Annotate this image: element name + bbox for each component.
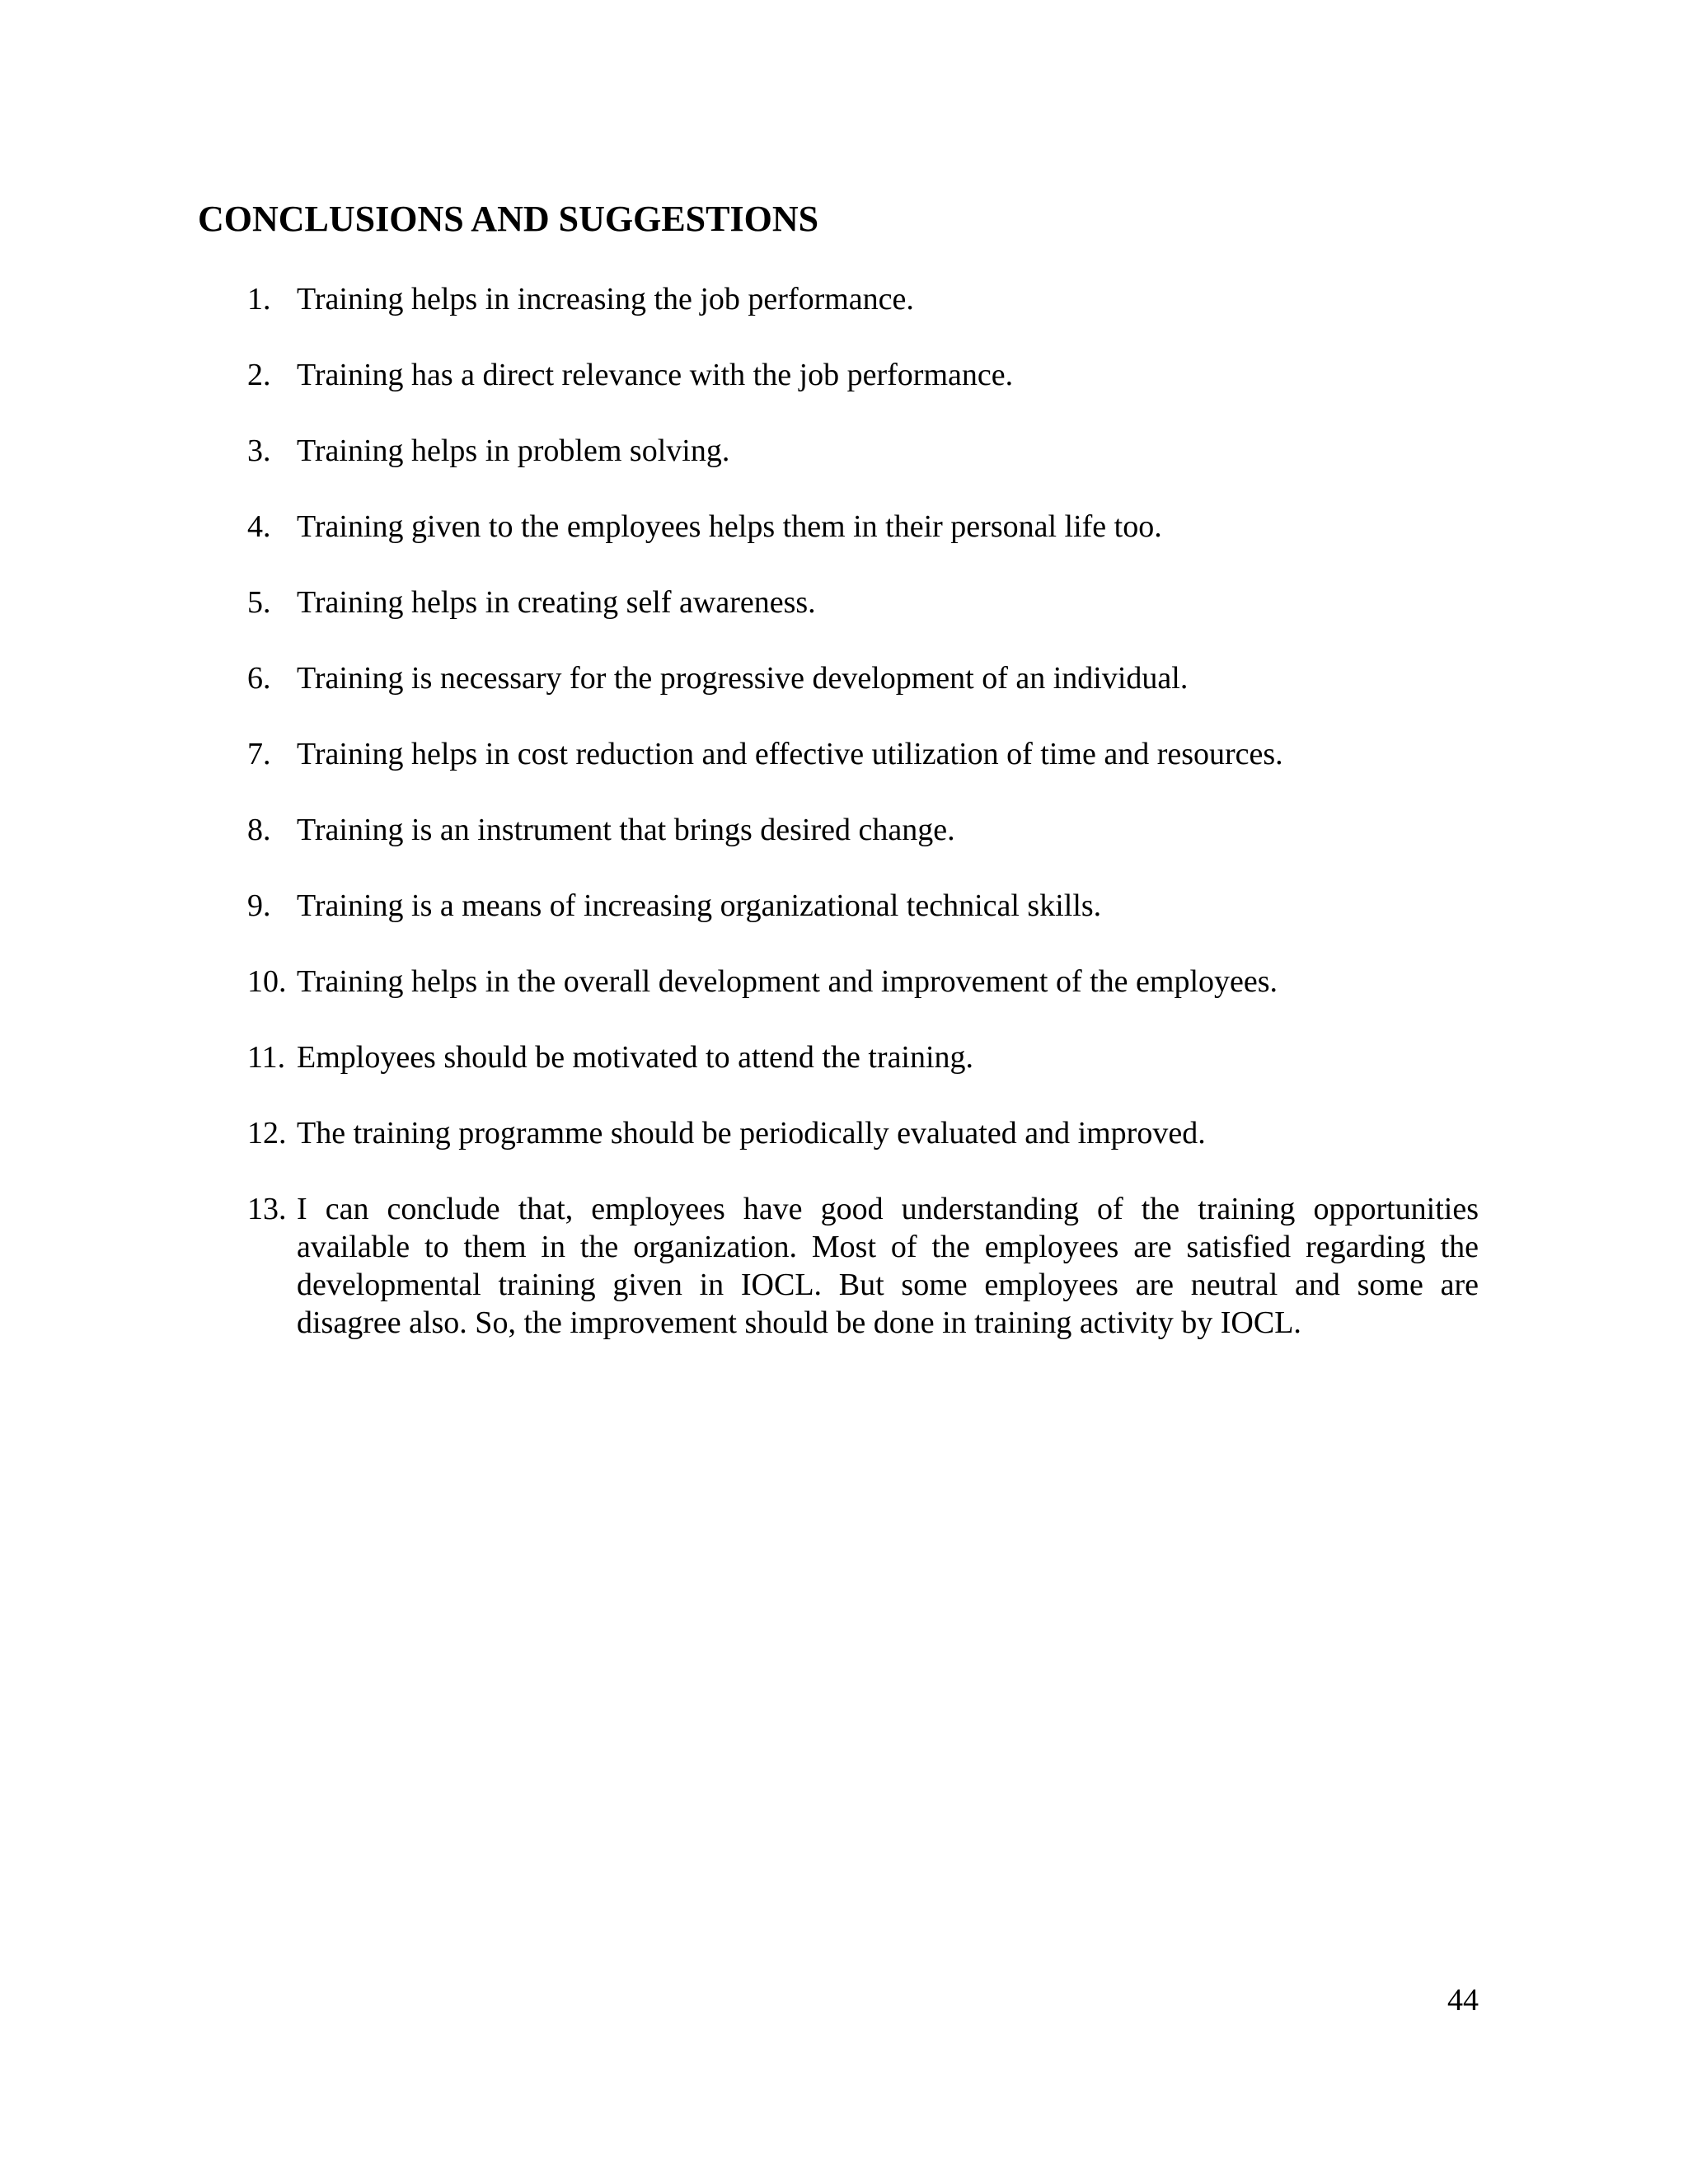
page-number: 44 xyxy=(1447,1983,1479,2018)
list-item xyxy=(247,508,1479,546)
list-item xyxy=(247,1190,1479,1342)
list-item-text: Training helps in cost reduction and effective utilization of time and resources. xyxy=(297,737,1283,771)
list-item-text: I can conclude that, employees have good understanding of the training opportunities available to them in the organization. Most of the employees are satisfied regarding the developmental training given in IOCL. But some employees are neutral and some are disagree also. So, the improvement should be done in training activity by IOCL. xyxy=(297,1192,1479,1340)
list-item-number: 6. xyxy=(247,661,271,696)
list-item xyxy=(247,432,1479,470)
list-item-number: 13. xyxy=(247,1192,287,1226)
list-item xyxy=(247,356,1479,394)
list-item-number: 4. xyxy=(247,509,271,544)
list-item-text: Training helps in problem solving. xyxy=(297,434,730,468)
list-item-text: Training has a direct relevance with the job performance. xyxy=(297,358,1014,392)
list-item-text: The training programme should be periodically evaluated and improved. xyxy=(297,1116,1206,1151)
list-item-text: Training given to the employees helps them in their personal life too. xyxy=(297,509,1162,544)
conclusions-list xyxy=(247,280,1479,1380)
list-item-number: 8. xyxy=(247,813,271,847)
list-item-text: Training helps in increasing the job performance. xyxy=(297,282,914,316)
list-item-number: 10. xyxy=(247,964,287,999)
list-item-text: Training is necessary for the progressive development of an individual. xyxy=(297,661,1189,696)
list-item-number: 11. xyxy=(247,1040,286,1075)
list-item xyxy=(247,659,1479,697)
list-item xyxy=(247,1114,1479,1152)
list-item-number: 2. xyxy=(247,358,271,392)
list-item-text: Training helps in creating self awareness. xyxy=(297,585,816,620)
list-item xyxy=(247,280,1479,318)
list-item-number: 7. xyxy=(247,737,271,771)
list-item-text: Training is a means of increasing organizational technical skills. xyxy=(297,888,1102,923)
list-item-text: Training helps in the overall development and improvement of the employees. xyxy=(297,964,1278,999)
list-item-number: 12. xyxy=(247,1116,287,1151)
page-heading: CONCLUSIONS AND SUGGESTIONS xyxy=(198,199,819,239)
list-item-text: Employees should be motivated to attend the training. xyxy=(297,1040,974,1075)
list-item xyxy=(247,963,1479,1001)
list-item xyxy=(247,735,1479,773)
list-item xyxy=(247,811,1479,849)
list-item-number: 5. xyxy=(247,585,271,620)
list-item xyxy=(247,887,1479,925)
list-item xyxy=(247,1038,1479,1076)
list-item-text: Training is an instrument that brings desired change. xyxy=(297,813,955,847)
list-item-number: 3. xyxy=(247,434,271,468)
list-item xyxy=(247,583,1479,621)
list-item-number: 1. xyxy=(247,282,271,316)
list-item-number: 9. xyxy=(247,888,271,923)
